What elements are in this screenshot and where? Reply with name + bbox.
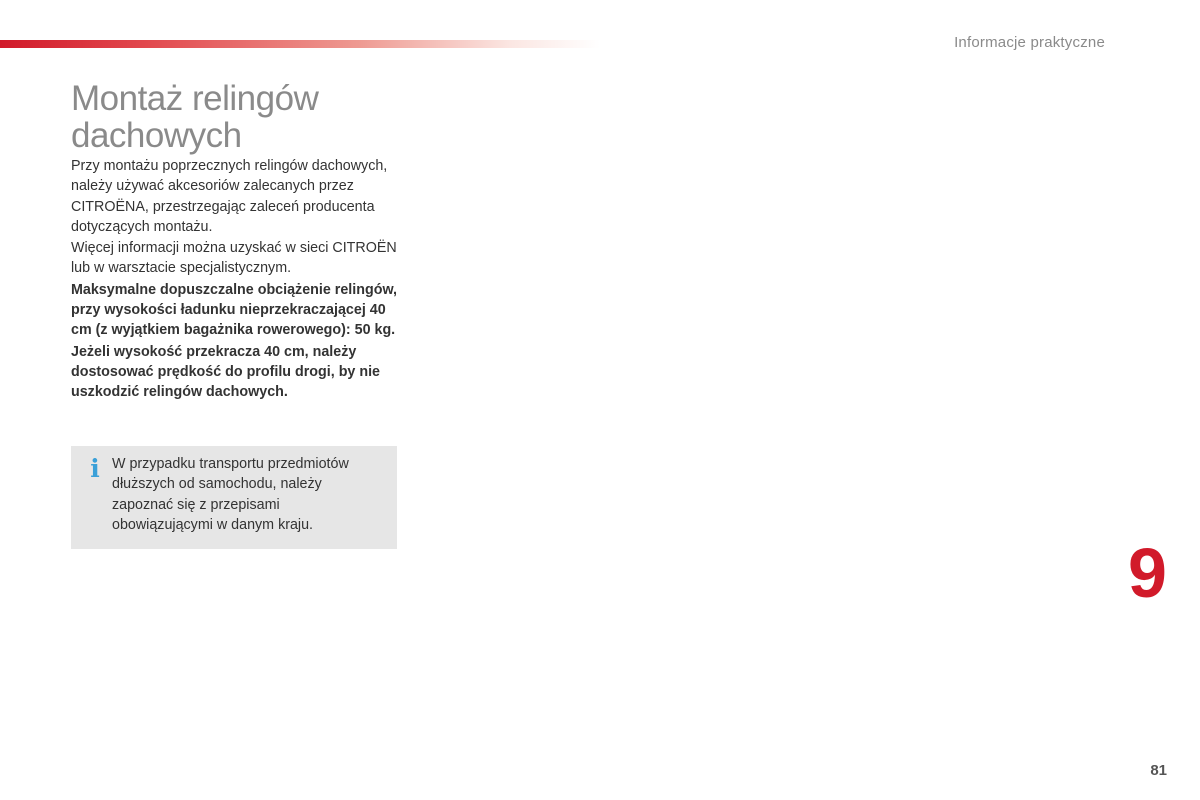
chapter-number: 9 <box>1128 534 1167 612</box>
page-title <box>71 80 401 154</box>
info-icon: i <box>90 454 100 483</box>
body-paragraph-accessories: Przy montażu poprzecznych relingów dachowych, należy używać akcesoriów zalecanych przez CITROËNA, przestrzegając zaleceń producenta dotyczących montażu. <box>71 158 388 235</box>
page-number: 81 <box>1150 762 1167 779</box>
main-content <box>71 156 401 404</box>
page-title-line1: Montaż relingów <box>71 79 319 118</box>
body-warning-speed: Jeżeli wysokość przekracza 40 cm, należy dostosować prędkość do profilu drogi, by nie uszkodzić relingów dachowych. <box>71 343 381 401</box>
info-note-box <box>71 446 397 549</box>
info-note-text: W przypadku transportu przedmiotów dłuższych od samochodu, należy zapoznać się z przepisami obowiązującymi w danym kraju. <box>112 456 349 533</box>
body-paragraph-more-info: Więcej informacji można uzyskać w sieci CITROËN lub w warsztacie specjalistycznym. <box>71 240 397 277</box>
body-warning-max-load: Maksymalne dopuszczalne obciążenie relingów, przy wysokości ładunku nieprzekraczającej 40 cm (z wyjątkiem bagażnika rowerowego): 50 kg. <box>71 281 398 339</box>
header-accent-bar <box>0 40 600 48</box>
page-title-line2: dachowych <box>71 116 242 155</box>
section-name: Informacje praktyczne <box>954 34 1105 51</box>
